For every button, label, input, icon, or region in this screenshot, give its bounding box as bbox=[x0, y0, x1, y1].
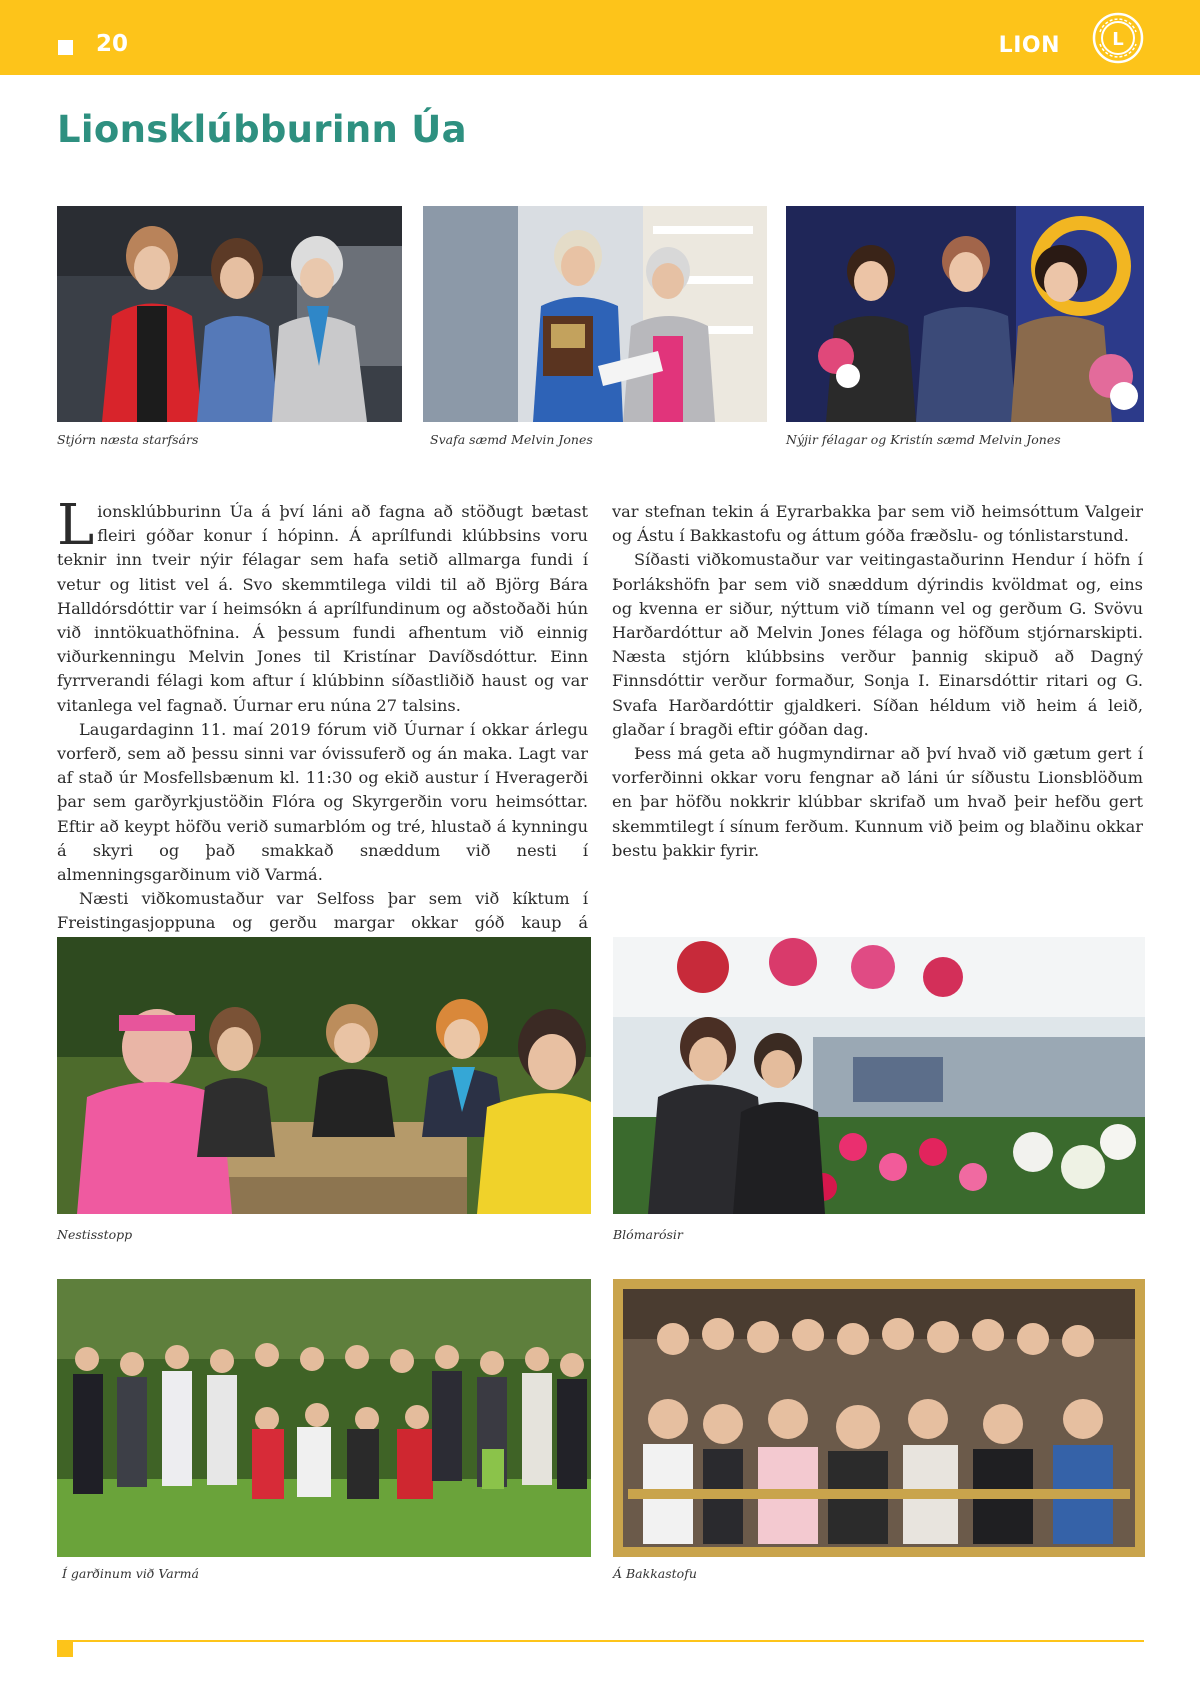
magazine-brand: LION bbox=[998, 33, 1060, 58]
photo-caption: Nýjir félagar og Kristín sæmd Melvin Jones bbox=[786, 432, 1061, 447]
drop-cap: L bbox=[57, 493, 95, 558]
photo-flowers bbox=[613, 937, 1145, 1214]
article-column-left bbox=[57, 493, 588, 960]
photo-caption: Blómarósir bbox=[613, 1227, 683, 1242]
photo-award-svafa bbox=[423, 206, 767, 422]
lions-logo-icon bbox=[1092, 12, 1144, 64]
article-paragraph: Síðasti viðkomustaður var veitingastaðurinn Hendur í höfn í Þorlákshöfn þar sem við snæddum dýrindis kvöldmat og, eins og kvenna er siður, nýttum við tímann vel og gerðum G. Svövu Harðardóttur að Melvin Jones félaga og höfðum stjórnarskipti. Næsta stjórn klúbbsins verður þannig skipuð að Dagný Finnsdóttir verður formaður, Sonja I. Einarsdóttir ritari og G. Svafa Harðardóttir gjaldkeri. Síðan héldum við heim á leið, glaðar í bragði eftir góðan dag. bbox=[612, 550, 1143, 739]
photo-new-members bbox=[786, 206, 1144, 422]
footer-square-marker bbox=[57, 1641, 73, 1657]
article-paragraph: Næsti viðkomustaður var Selfoss þar sem við kíktum í Freistingasjoppuna og gerðu margar okkar góð kaup á bbox=[57, 889, 588, 933]
photo-caption: Nestisstopp bbox=[57, 1227, 133, 1242]
photo-caption: Svafa sæmd Melvin Jones bbox=[430, 432, 593, 447]
photo-picnic bbox=[57, 937, 591, 1214]
article-column-right bbox=[612, 500, 1143, 863]
photo-caption: Í garðinum við Varmá bbox=[62, 1566, 199, 1581]
photo-garden-group bbox=[57, 1279, 591, 1557]
header-square-marker bbox=[58, 40, 73, 55]
photo-caption: Á Bakkastofu bbox=[613, 1566, 697, 1581]
photo-bakkastofa-frame bbox=[613, 1279, 1145, 1557]
footer-rule bbox=[57, 1640, 1144, 1642]
article-title: Lionsklúbburinn Úa bbox=[57, 108, 467, 151]
page-number: 20 bbox=[96, 31, 129, 57]
article-paragraph: var stefnan tekin á Eyrarbakka þar sem við heimsóttum Valgeir og Ástu í Bakkastofu og áttum góða fræðslu- og tónlistarstund. bbox=[612, 502, 1143, 546]
article-paragraph: Laugardaginn 11. maí 2019 fórum við Úurnar í okkar árlegu vorferð, sem að þessu sinni var óvissuferð og án maka. Lagt var af stað úr Mosfellsbænum kl. 11:30 og ekið austur í Hveragerði þar sem garðyrkjustöðin Flóra og Skyrgerðin voru heimsóttar. Eftir að keypt höfðu verið sumarblóm og tré, hlustað á kynningu á skyri og það smakkað snæddum við nesti í almenningsgarðinum við Varmá. bbox=[57, 719, 588, 885]
photo-caption: Stjórn næsta starfsárs bbox=[57, 432, 199, 447]
article-paragraph: Lionsklúbburinn Úa á því láni að fagna að stöðugt bætast fleiri góðar konur í hópinn. Á aprílfundi klúbbsins voru teknir inn tveir nýir félagar sem hafa setið allmarga fundi í vetur og litist vel á. Svo skemmtilega vildi til að Björg Bára Halldórsdóttir var í heimsókn á aprílfundinum og aðstoðaði hún við inntökuathöfnina. Á þessum fundi afhentum við einnig viðurkenningu Melvin Jones til Kristínar Davíðsdóttur. Einn fyrrverandi félagi kom aftur í klúbbinn síðastliðið haust og var vitanlega vel fagnað. Úurnar eru núna 27 talsins. bbox=[57, 493, 588, 715]
svg-text:L: L bbox=[1112, 29, 1124, 50]
photo-board bbox=[57, 206, 402, 422]
page-header bbox=[0, 0, 1200, 75]
article-paragraph: Þess má geta að hugmyndirnar að því hvað við gætum gert í vorferðinni okkar voru fengnar að láni úr síðustu Lionsblöðum en þar höfðu nokkrir klúbbar skrifað um hvað þeir hefðu gert skemmtilegt í sínum ferðum. Kunnum við þeim og blaðinu okkar bestu þakkir fyrir. bbox=[612, 744, 1143, 860]
